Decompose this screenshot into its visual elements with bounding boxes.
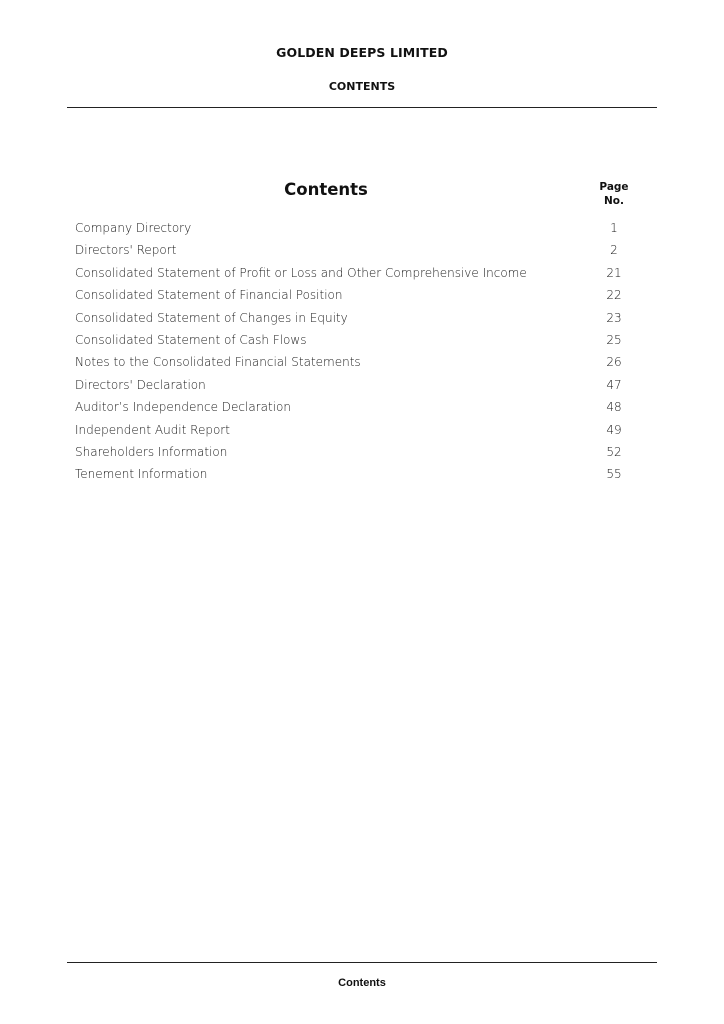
toc-entry-page: 47	[606, 377, 622, 392]
footer-divider	[67, 962, 657, 963]
page-column-header	[594, 180, 634, 208]
toc-entry-page: 52	[606, 444, 622, 459]
header-divider	[67, 107, 657, 108]
toc-entry-label: Consolidated Statement of Profit or Loss and Other Comprehensive Income	[75, 265, 527, 280]
toc-entry[interactable]	[75, 331, 635, 353]
toc-entry[interactable]	[75, 465, 635, 487]
toc-entry-page: 26	[606, 355, 622, 370]
toc-title: Contents	[284, 180, 368, 199]
toc-entry-page: 1	[610, 221, 618, 235]
toc-entry[interactable]	[75, 241, 635, 263]
toc-entry-label: Consolidated Statement of Changes in Equity	[75, 310, 348, 325]
toc-list	[75, 219, 635, 488]
toc-entry-label: Consolidated Statement of Cash Flows	[75, 332, 307, 347]
toc-entry-label: Directors' Report	[75, 243, 177, 258]
toc-entry[interactable]	[75, 219, 635, 241]
page-column-header-line1: Page	[599, 181, 629, 193]
toc-entry[interactable]	[75, 421, 635, 443]
toc-entry[interactable]	[75, 376, 635, 398]
toc-entry-page: 48	[606, 400, 622, 415]
toc-entry-label: Shareholders Information	[75, 444, 228, 459]
toc-entry-page: 21	[606, 265, 622, 280]
toc-entry-label: Tenement Information	[75, 467, 208, 482]
toc-entry-page: 22	[606, 288, 622, 303]
toc-entry-label: Company Directory	[75, 221, 192, 235]
page-footer: Contents	[338, 977, 386, 989]
section-heading: CONTENTS	[328, 80, 396, 93]
toc-entry-page: 23	[606, 310, 622, 325]
toc-entry-label: Auditor’s Independence Declaration	[75, 400, 291, 415]
toc-entry-label: Notes to the Consolidated Financial Statements	[75, 355, 361, 370]
company-name: GOLDEN DEEPS LIMITED	[276, 45, 448, 60]
toc-entry[interactable]	[75, 398, 635, 420]
toc-entry-page: 2	[610, 243, 618, 258]
toc-entry-page: 49	[606, 422, 622, 437]
toc-entry-label: Independent Audit Report	[75, 422, 230, 437]
toc-entry[interactable]	[75, 443, 635, 465]
toc-entry-label: Directors' Declaration	[75, 377, 206, 392]
toc-entry[interactable]	[75, 353, 635, 375]
toc-entry[interactable]	[75, 286, 635, 308]
page-column-header-line2: No.	[604, 195, 624, 207]
toc-entry[interactable]	[75, 309, 635, 331]
toc-entry-page: 25	[606, 332, 622, 347]
toc-entry-page: 55	[606, 467, 622, 482]
toc-entry[interactable]	[75, 264, 635, 286]
toc-entry-label: Consolidated Statement of Financial Position	[75, 288, 343, 303]
